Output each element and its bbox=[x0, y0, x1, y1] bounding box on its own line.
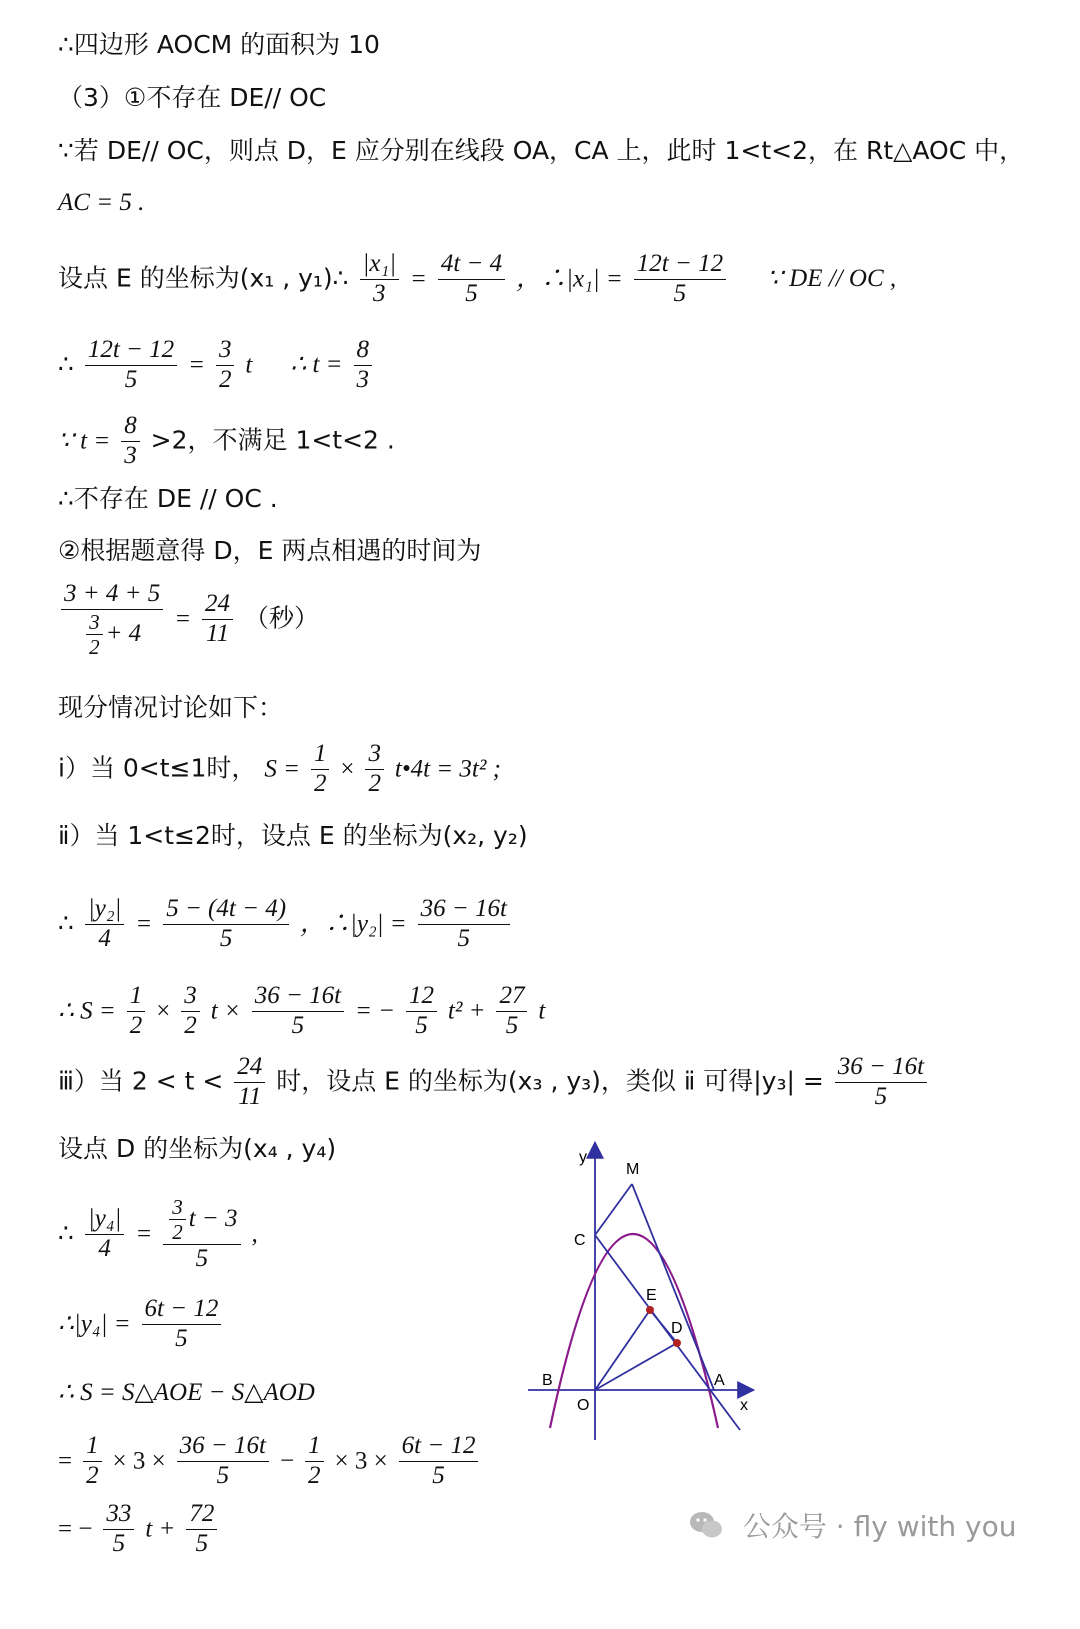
part3-claim: （3）①不存在 DE// OC bbox=[58, 83, 327, 112]
equals-sign: = bbox=[174, 605, 192, 633]
text-suffix: >2，不满足 1<t<2 . bbox=[150, 425, 395, 455]
denominator: 2 bbox=[218, 365, 232, 393]
fraction bbox=[85, 895, 125, 954]
numerator: 8 bbox=[354, 336, 373, 366]
fraction bbox=[163, 895, 289, 954]
numerator: 12t − 12 bbox=[634, 250, 726, 280]
text-middle: ，∴|y₂| = bbox=[299, 910, 407, 938]
text-prefix: = − bbox=[58, 1515, 93, 1543]
label-e: E bbox=[646, 1287, 657, 1304]
label-b: B bbox=[542, 1372, 553, 1389]
denominator: 5 bbox=[195, 1529, 209, 1557]
numerator: 27 bbox=[496, 982, 527, 1012]
times-three: × 3 × bbox=[112, 1447, 166, 1475]
segment-oe bbox=[595, 1310, 650, 1390]
numerator-compound bbox=[163, 1195, 240, 1245]
unit-seconds: （秒） bbox=[243, 603, 319, 633]
numerator: 1 bbox=[311, 740, 330, 770]
fraction bbox=[83, 1432, 102, 1491]
wechat-icon bbox=[688, 1510, 724, 1547]
watermark-text: 公众号 · fly with you bbox=[742, 1510, 1017, 1543]
denominator: 2 bbox=[308, 1461, 321, 1489]
text-middle: ，∴|x₁| = bbox=[516, 265, 623, 293]
numerator: 12t − 12 bbox=[85, 336, 177, 366]
fraction bbox=[103, 1500, 134, 1559]
fraction bbox=[418, 895, 510, 954]
denominator: 5 bbox=[415, 1011, 428, 1039]
denominator: 5 bbox=[175, 1324, 188, 1352]
fraction bbox=[252, 982, 344, 1041]
text-middle: t + bbox=[145, 1515, 176, 1543]
denominator: 5 bbox=[291, 1011, 305, 1039]
text-suffix: t•4t = 3t² ; bbox=[394, 755, 501, 783]
denominator: 5 bbox=[124, 365, 138, 393]
label-c: C bbox=[574, 1232, 586, 1249]
numerator: |y₄| bbox=[85, 1205, 125, 1235]
numerator: 36 − 16t bbox=[835, 1053, 927, 1083]
fraction bbox=[202, 590, 233, 649]
equals-sign: = bbox=[188, 351, 206, 379]
line-y4 bbox=[58, 1295, 224, 1354]
numerator: |y₂| bbox=[85, 895, 125, 925]
label-d: D bbox=[671, 1320, 683, 1337]
numerator: 36 − 16t bbox=[177, 1432, 269, 1462]
fraction bbox=[835, 1053, 927, 1112]
watermark bbox=[688, 1505, 1016, 1547]
fraction bbox=[181, 982, 200, 1041]
denominator: 5 bbox=[216, 1461, 230, 1489]
minus-sign: − bbox=[279, 1447, 295, 1475]
numerator: 5 − (4t − 4) bbox=[163, 895, 289, 925]
denominator: 2 bbox=[89, 634, 100, 659]
text-suffix: ∵ DE // OC , bbox=[767, 265, 897, 293]
fraction bbox=[216, 336, 235, 395]
line-case-iii bbox=[58, 1053, 930, 1112]
numerator: 8 bbox=[121, 412, 140, 442]
denominator: 5 bbox=[505, 1011, 519, 1039]
denominator-tail: + 4 bbox=[105, 620, 142, 648]
line-t-check bbox=[58, 412, 395, 471]
line-s-difference: ∴ S = S△AOE − S△AOD bbox=[58, 1379, 315, 1406]
line-point-e-coords bbox=[58, 250, 896, 309]
numerator: 3 bbox=[365, 740, 384, 770]
segment-od bbox=[595, 1343, 677, 1390]
denominator: 4 bbox=[98, 924, 111, 952]
variable-t: t bbox=[538, 997, 546, 1025]
line-case-discussion: 现分情况讨论如下： bbox=[58, 693, 284, 722]
fraction bbox=[169, 1195, 186, 1244]
line-s-final bbox=[58, 1500, 220, 1559]
text-prefix: 设点 E 的坐标为(x₁ , y₁)∴ bbox=[58, 263, 349, 293]
denominator: 2 bbox=[172, 1220, 183, 1245]
line-meeting-time-intro: ②根据题意得 D，E 两点相遇的时间为 bbox=[58, 536, 482, 565]
line-y4-ratio bbox=[58, 1195, 258, 1274]
label-a: A bbox=[714, 1372, 725, 1389]
denominator: 2 bbox=[313, 769, 327, 797]
fraction bbox=[354, 336, 373, 395]
numerator: 3 + 4 + 5 bbox=[61, 580, 163, 610]
numerator-tail: t − 3 bbox=[188, 1205, 238, 1233]
fraction bbox=[186, 1500, 217, 1559]
segment-cm bbox=[595, 1184, 632, 1235]
numerator: 12 bbox=[406, 982, 437, 1012]
fraction bbox=[127, 982, 146, 1041]
numerator: 3 bbox=[216, 336, 235, 366]
numerator: 36 − 16t bbox=[418, 895, 510, 925]
fraction bbox=[85, 1205, 125, 1264]
text-suffix: , bbox=[251, 1220, 258, 1248]
denominator: 5 bbox=[673, 279, 687, 307]
denominator: 5 bbox=[465, 279, 478, 307]
segment-ma bbox=[632, 1184, 714, 1390]
equals-sign: = − bbox=[355, 997, 396, 1025]
numerator: 33 bbox=[103, 1500, 134, 1530]
line-s-expanded bbox=[58, 1432, 481, 1491]
label-m: M bbox=[626, 1161, 640, 1178]
denominator: 11 bbox=[238, 1082, 262, 1110]
numerator: 3 bbox=[169, 1195, 186, 1220]
fraction bbox=[177, 1432, 269, 1491]
denominator: 5 bbox=[112, 1529, 126, 1557]
numerator: 3 bbox=[86, 610, 103, 635]
line-case-i bbox=[58, 740, 501, 799]
text-prefix: ∵ t = bbox=[58, 427, 111, 455]
numerator: 6t − 12 bbox=[142, 1295, 222, 1325]
denominator-compound bbox=[80, 610, 144, 659]
denominator: 5 bbox=[219, 924, 233, 952]
denominator: 5 bbox=[874, 1082, 888, 1110]
parabola-curve bbox=[550, 1234, 718, 1428]
denominator: 2 bbox=[129, 1011, 143, 1039]
line-conclusion-not-parallel: ∴不存在 DE // OC . bbox=[58, 484, 278, 513]
equals-sign: = bbox=[410, 265, 427, 293]
line-case-ii: ⅱ）当 1<t≤2时，设点 E 的坐标为(x₂, y₂) bbox=[58, 821, 528, 850]
line-point-d-coords: 设点 D 的坐标为(x₄ , y₄) bbox=[58, 1134, 337, 1163]
label-o: O bbox=[577, 1397, 590, 1414]
text-s: S = bbox=[264, 755, 300, 783]
fraction bbox=[311, 740, 330, 799]
line-meeting-time bbox=[58, 580, 319, 659]
denominator: 5 bbox=[195, 1245, 209, 1273]
text-t-times: t × bbox=[210, 997, 241, 1025]
denominator: 5 bbox=[432, 1461, 445, 1489]
text-prefix: ⅲ）当 2 < t < bbox=[58, 1066, 224, 1096]
denominator: 3 bbox=[356, 365, 370, 393]
text-prefix: ∴|y₄| = bbox=[58, 1310, 131, 1338]
numerator: 1 bbox=[127, 982, 146, 1012]
equals-sign: = bbox=[58, 1447, 73, 1475]
text-prefix: ⅰ）当 0<t≤1时， bbox=[58, 753, 257, 783]
label-x: x bbox=[740, 1397, 748, 1414]
fraction-compound bbox=[61, 580, 163, 659]
figure-svg bbox=[520, 1140, 760, 1450]
fraction bbox=[634, 250, 726, 309]
text-prefix: ∴ bbox=[58, 1218, 74, 1248]
denominator: 3 bbox=[124, 441, 137, 469]
geometry-figure bbox=[520, 1140, 760, 1454]
line-y2 bbox=[58, 895, 513, 954]
point-e bbox=[646, 1306, 654, 1314]
denominator: 2 bbox=[184, 1011, 197, 1039]
times-sign: × bbox=[340, 755, 355, 783]
text-middle: t² + bbox=[447, 997, 486, 1025]
numerator: 72 bbox=[186, 1500, 217, 1530]
statement-area-aocm: ∴四边形 AOCM 的面积为 10 bbox=[58, 30, 380, 59]
point-d bbox=[673, 1339, 681, 1347]
denominator: 11 bbox=[205, 620, 230, 648]
fraction-compound bbox=[163, 1195, 240, 1274]
fraction bbox=[496, 982, 527, 1041]
numerator: 24 bbox=[202, 590, 233, 620]
line-s-case-ii bbox=[58, 982, 545, 1041]
fraction bbox=[365, 740, 384, 799]
numerator: 1 bbox=[83, 1432, 102, 1462]
fraction bbox=[142, 1295, 222, 1354]
times-three: × 3 × bbox=[334, 1447, 388, 1475]
text-prefix: ∴ bbox=[58, 908, 74, 938]
denominator: 3 bbox=[373, 279, 386, 307]
line-solve-t bbox=[58, 336, 375, 395]
text-middle: ∴ t = bbox=[290, 351, 343, 379]
line-parallel-assumption: ∵若 DE// OC，则点 D，E 应分别在线段 OA，CA 上，此时 1<t<2，在 Rt△AOC 中， bbox=[58, 136, 1025, 165]
denominator: 2 bbox=[86, 1461, 99, 1489]
fraction bbox=[406, 982, 437, 1041]
denominator: 5 bbox=[457, 924, 470, 952]
equals-sign: = bbox=[135, 910, 153, 938]
denominator: 2 bbox=[368, 769, 381, 797]
text-prefix: ∴ S = bbox=[58, 997, 116, 1025]
numerator: 36 − 16t bbox=[252, 982, 344, 1012]
times-sign: × bbox=[156, 997, 171, 1025]
fraction bbox=[85, 336, 177, 395]
numerator: 4t − 4 bbox=[438, 250, 505, 280]
line-ac-length: AC = 5 . bbox=[58, 189, 145, 216]
numerator: 6t − 12 bbox=[399, 1432, 479, 1462]
numerator: 1 bbox=[305, 1432, 324, 1462]
fraction bbox=[360, 250, 400, 309]
numerator: 24 bbox=[234, 1053, 265, 1083]
fraction bbox=[234, 1053, 265, 1112]
fraction bbox=[305, 1432, 324, 1491]
fraction bbox=[399, 1432, 479, 1491]
numerator: |x₁| bbox=[360, 250, 400, 280]
variable-t: t bbox=[245, 351, 253, 379]
fraction bbox=[438, 250, 505, 309]
fraction bbox=[121, 412, 140, 471]
denominator: 4 bbox=[98, 1235, 111, 1263]
numerator: 3 bbox=[181, 982, 200, 1012]
text-prefix: ∴ bbox=[58, 349, 74, 379]
equals-sign: = bbox=[135, 1220, 153, 1248]
label-y: y bbox=[579, 1149, 587, 1166]
text-middle: 时，设点 E 的坐标为(x₃ , y₃)，类似 ⅱ 可得|y₃| = bbox=[276, 1066, 824, 1096]
fraction bbox=[86, 610, 103, 659]
